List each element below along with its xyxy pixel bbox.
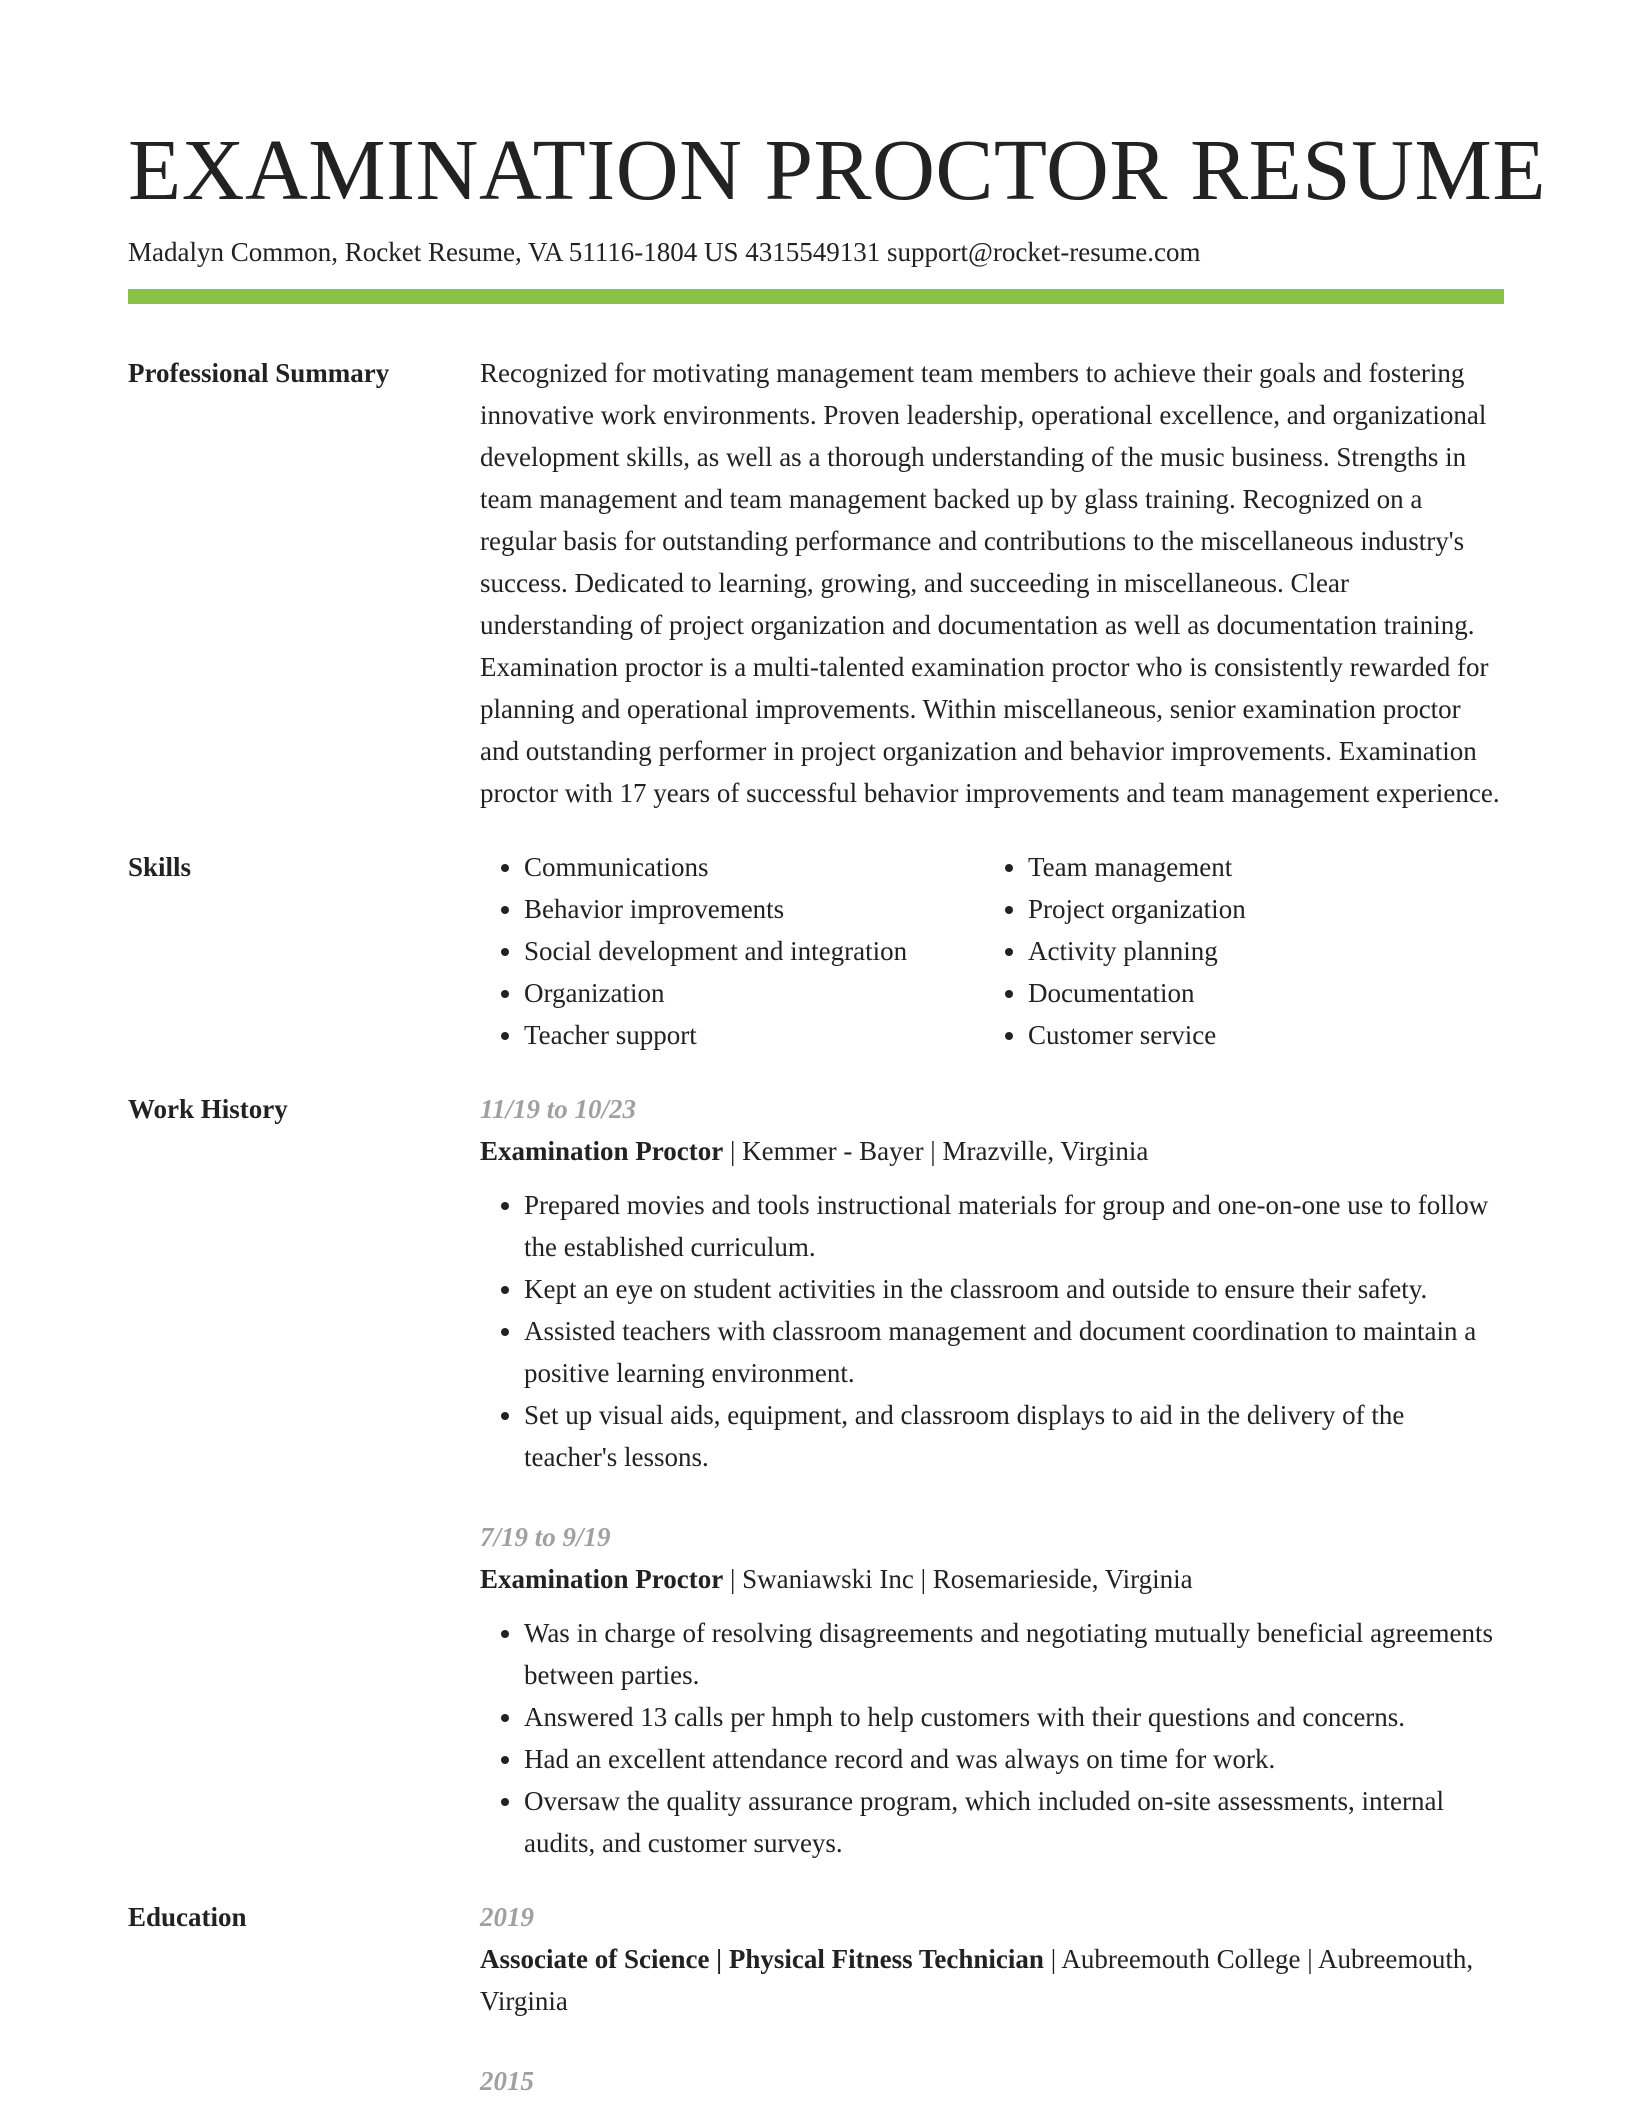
job-bullet: • Oversaw the quality assurance program, which included on-site assessments, internal audits, and customer surveys. [524, 1780, 1504, 1864]
skill-item: • Organization [524, 972, 984, 1014]
skill-item: • Documentation [1028, 972, 1246, 1014]
resume-title: EXAMINATION PROCTOR RESUME [128, 121, 1546, 218]
job-bullet: • Assisted teachers with classroom management and document coordination to maintain a positive learning environment. [524, 1310, 1504, 1394]
summary-heading: Professional Summary [128, 358, 390, 388]
skill-item: • Teacher support [524, 1014, 984, 1056]
resume-page [128, 118, 1546, 2102]
education-entry [480, 1896, 1504, 2022]
job-title-line [480, 1130, 1504, 1172]
education-degree: Associate of Science | Physical Fitness Technician [480, 1944, 1044, 1974]
education-date: 2019 [480, 1902, 534, 1932]
job-bullet: • Kept an eye on student activities in the classroom and outside to ensure their safety. [524, 1268, 1504, 1310]
job-role: Examination Proctor [480, 1136, 724, 1166]
job-bullet: • Answered 13 calls per hmph to help customers with their questions and concerns. [524, 1696, 1504, 1738]
job-title-line [480, 1558, 1504, 1600]
skills-list-left [480, 846, 984, 1056]
skill-item: • Social development and integration [524, 930, 984, 972]
skill-item: • Behavior improvements [524, 888, 984, 930]
skills-section [128, 846, 1504, 1056]
job-bullet: • Was in charge of resolving disagreements and negotiating mutually beneficial agreements between parties. [524, 1612, 1504, 1696]
skill-item: • Project organization [1028, 888, 1246, 930]
summary-section [128, 352, 1504, 814]
education-entry [480, 2060, 1504, 2102]
skill-item: • Communications [524, 846, 984, 888]
job-date: 7/19 to 9/19 [480, 1522, 611, 1552]
job-entry [480, 1516, 1504, 1864]
skill-item: • Activity planning [1028, 930, 1246, 972]
job-bullets [480, 1612, 1504, 1864]
job-bullet: • Prepared movies and tools instructional materials for group and one-on-one use to follow the established curriculum. [524, 1184, 1504, 1268]
skills-heading: Skills [128, 852, 192, 882]
work-history-section [128, 1088, 1504, 1864]
job-entry [480, 1088, 1504, 1478]
job-bullets [480, 1184, 1504, 1478]
summary-text: Recognized for motivating management team members to achieve their goals and fostering innovative work environments. Proven leadership, operational excellence, and organizational development skills, as well as a thorough understanding of the music business. Strengths in team management and team management backed up by glass training. Recognized on a regular basis for outstanding performance and contributions to the miscellaneous industry's success. Dedicated to learning, growing, and succeeding in miscellaneous. Clear understanding of project organization and documentation as well as documentation training. Examination proctor is a multi-talented examination proctor who is consistently rewarded for planning and operational improvements. Within miscellaneous, senior examination proctor and outstanding performer in project organization and behavior improvements. Examination proctor with 17 years of successful behavior improvements and team management experience. [480, 358, 1500, 808]
contact-line: Madalyn Common, Rocket Resume, VA 51116-1804 US 4315549131 support@rocket-resume.com [128, 237, 1201, 267]
education-section [128, 1896, 1504, 2102]
education-school-location: | Aubreemouth College | Aubreemouth, Virginia [480, 1944, 1474, 2016]
job-role: Examination Proctor [480, 1564, 724, 1594]
job-bullet: • Set up visual aids, equipment, and classroom displays to aid in the delivery of the teacher's lessons. [524, 1394, 1504, 1478]
job-date: 11/19 to 10/23 [480, 1094, 637, 1124]
header-divider [128, 289, 1504, 304]
education-date: 2015 [480, 2066, 534, 2096]
job-employer-location: | Swaniawski Inc | Rosemarieside, Virginia [723, 1564, 1193, 1594]
skill-item: • Customer service [1028, 1014, 1246, 1056]
education-heading: Education [128, 1902, 247, 1932]
skills-list-right [984, 846, 1246, 1056]
education-line [480, 1938, 1504, 2022]
job-employer-location: | Kemmer - Bayer | Mrazville, Virginia [723, 1136, 1149, 1166]
work-history-heading: Work History [128, 1094, 288, 1124]
skill-item: • Team management [1028, 846, 1246, 888]
job-bullet: • Had an excellent attendance record and was always on time for work. [524, 1738, 1504, 1780]
